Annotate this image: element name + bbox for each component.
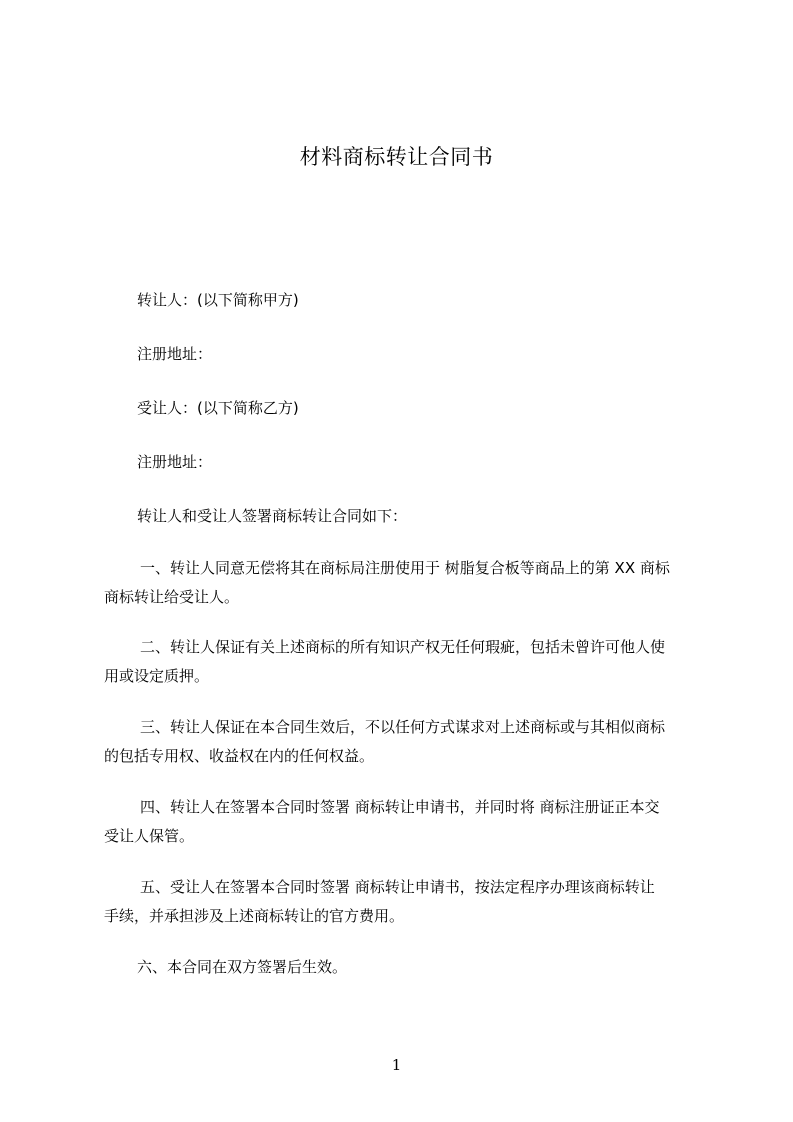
assignor-line: 转让人：(以下简称甲方) [137, 291, 299, 309]
assignee-address-line: 注册地址： [137, 453, 213, 471]
clause-5-line-2: 手续，并承担涉及上述商标转让的官方费用。 [104, 907, 405, 925]
clause-1-line-2: 商标转让给受让人。 [104, 588, 240, 606]
clause-2-line-2: 用或设定质押。 [104, 667, 210, 685]
document-title: 材料商标转让合同书 [299, 145, 494, 169]
clause-4 [104, 793, 702, 851]
clause-2 [104, 633, 702, 691]
clause-3 [104, 713, 702, 771]
clause-2-line-1: 二、转让人保证有关上述商标的所有知识产权无任何瑕疵，包括未曾许可他人使 [140, 638, 666, 656]
assignor-address-line: 注册地址： [137, 345, 213, 363]
clause-3-line-1: 三、转让人保证在本合同生效后，不以任何方式谋求对上述商标或与其相似商标 [140, 718, 666, 736]
clause-3-line-2: 的包括专用权、收益权在内的任何权益。 [104, 747, 375, 765]
clause-1-line-1: 一、转让人同意无偿将其在商标局注册使用于 树脂复合板等商品上的第 XX 商标 [140, 559, 670, 577]
clause-4-line-2: 受让人保管。 [104, 827, 195, 845]
clause-5-line-1: 五、受让人在签署本合同时签署 商标转让申请书，按法定程序办理该商标转让 [140, 878, 655, 896]
clause-6: 六、本合同在双方签署后生效。 [137, 958, 348, 976]
contract-intro: 转让人和受让人签署商标转让合同如下： [137, 507, 408, 525]
assignee-line: 受让人：(以下简称乙方) [137, 399, 299, 417]
clause-5 [104, 873, 702, 931]
page-number: 1 [391, 1056, 402, 1074]
clause-1 [104, 554, 702, 612]
clause-4-line-1: 四、转让人在签署本合同时签署 商标转让申请书，并同时将 商标注册证正本交 [140, 798, 660, 816]
